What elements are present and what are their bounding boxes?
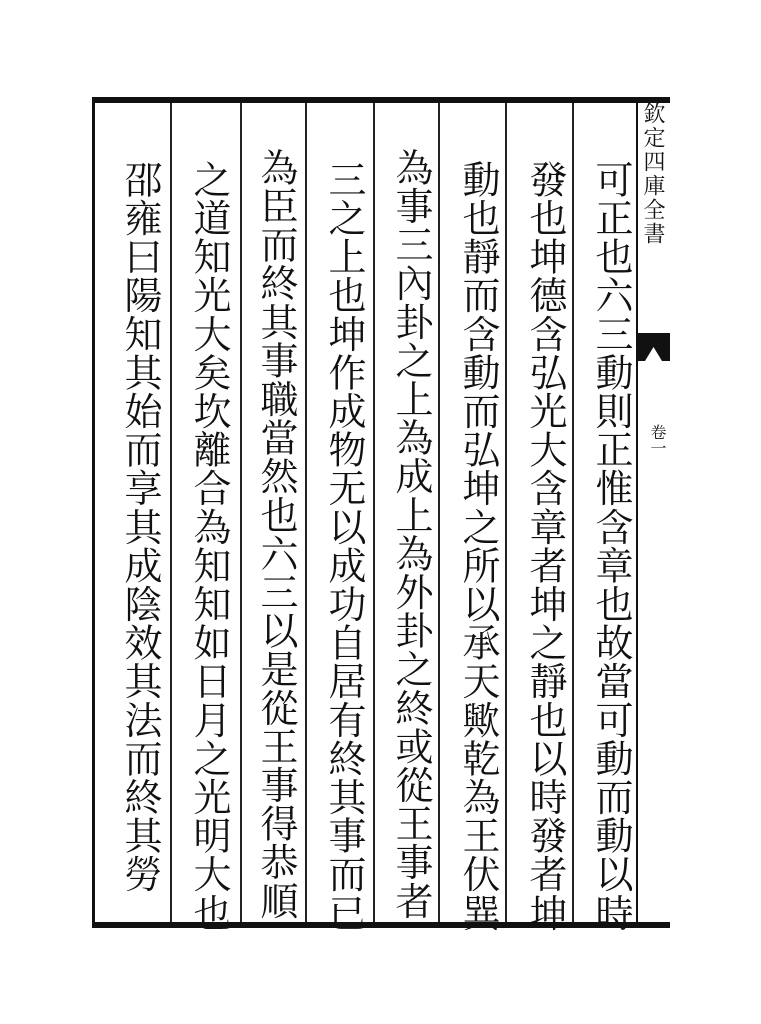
text-column-1: 可正也六三動則正惟含章也故當可動而動以時 <box>589 160 633 932</box>
text-column-7: 之道知光大矣坎離合為知知如日月之光明大也 <box>187 160 231 932</box>
column-divider <box>572 103 574 922</box>
column-divider <box>240 103 242 922</box>
column-divider <box>438 103 440 922</box>
column-divider <box>305 103 307 922</box>
text-column-3: 動也靜而含動而弘坤之所以承天歟乾為王伏巽 <box>456 160 500 932</box>
column-divider <box>505 103 507 922</box>
fish-tail-mark <box>637 333 670 361</box>
text-column-4: 為事三內卦之上為成上為外卦之終或從王事者 <box>389 148 433 920</box>
text-column-2: 發也坤德含弘光大含章者坤之靜也以時發者坤 <box>523 160 567 932</box>
column-divider <box>170 103 172 922</box>
header-title: 欽定四庫全書 <box>640 102 665 246</box>
column-divider <box>373 103 375 922</box>
juan-label: 卷一 <box>648 424 667 456</box>
page-frame <box>92 97 670 932</box>
text-column-5: 三之上也坤作成物无以成功自居有終其事而已 <box>322 160 366 932</box>
text-column-6: 為臣而終其事職當然也六三以是從王事得恭順 <box>254 148 298 920</box>
text-column-8: 邵雍曰陽知其始而享其成陰效其法而終其勞 <box>118 160 162 894</box>
